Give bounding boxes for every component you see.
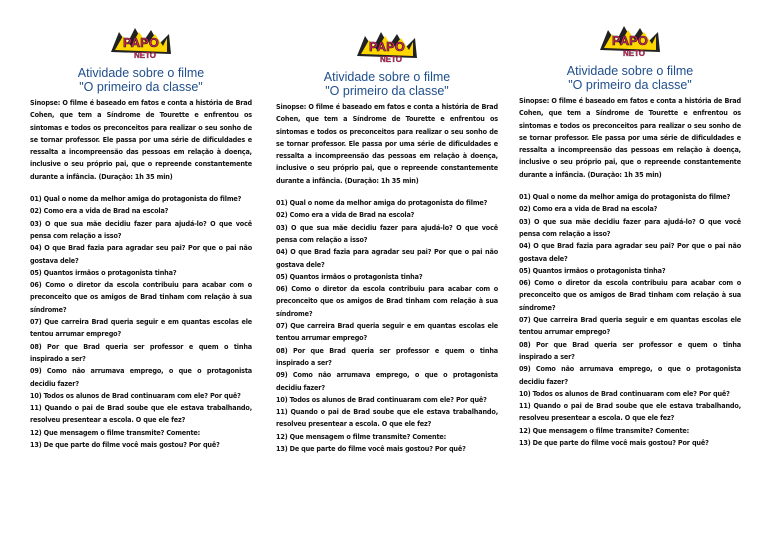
question-list [30,193,252,451]
question-item: 03) O que sua mãe decidiu fazer para ajudá-lo? O que você pensa com relação a isso? [276,222,498,244]
question-item: 10) Todos os alunos de Brad continuaram com ele? Por quê? [519,388,730,398]
svg-text:NETO: NETO [133,51,157,60]
papo-neto-logo-graphic [594,20,666,62]
movie-title: "O primeiro da classe" [568,78,692,92]
svg-text:PAPO: PAPO [612,33,648,48]
question-item: 05) Quantos irmãos o protagonista tinha? [276,271,423,281]
question-item: 01) Qual o nome da melhor amiga do protagonista do filme? [276,198,488,208]
question-item: 04) O que Brad fazia para agradar seu pai? Por que o pai não gostava dele? [30,243,252,265]
synopsis-text: O filme é baseado em fatos e conta a história de Brad Cohen, que tem a Síndrome de Tourette e enfrentou os sintomas e todos os preconceitos para realizar o seu sonho de se tornar professor. Ele passa por uma série de dificuldades e ressalta a incompreensão das pessoas em relação à doença, inclusive o seu próprio pai, que o repreende constantemente durante a infância. (Duração: 1h 35 min) [30,98,252,181]
question-item: 08) Por que Brad queria ser professor e quem o tinha inspirado a ser? [519,339,741,361]
question-item: 06) Como o diretor da escola contribuiu para acabar com o preconceito que os amigos de Brad tinham com relação à sua síndrome? [276,284,498,318]
svg-text:NETO: NETO [379,55,403,64]
question-item: 13) De que parte do filme você mais gostou? Por quê? [276,444,466,454]
question-item: 09) Como não arrumava emprego, o que o protagonista decidiu fazer? [276,370,498,392]
question-item: 01) Qual o nome da melhor amiga do protagonista do filme? [30,194,242,204]
activity-title: Atividade sobre o filme [323,70,451,84]
question-item: 01) Qual o nome da melhor amiga do protagonista do filme? [519,192,731,202]
question-item: 12) Que mensagem o filme transmite? Comente: [519,425,690,435]
question-item: 08) Por que Brad queria ser professor e quem o tinha inspirado a ser? [30,341,252,363]
synopsis-label: Sinopse: [519,96,550,105]
papo-neto-logo-graphic [351,26,423,68]
svg-text:PAPO: PAPO [369,39,405,54]
synopsis [30,97,252,183]
question-item: 12) Que mensagem o filme transmite? Comente: [30,427,201,437]
question-item: 03) O que sua mãe decidiu fazer para ajudá-lo? O que você pensa com relação a isso? [30,218,252,240]
svg-text:NETO: NETO [622,49,646,58]
question-item: 09) Como não arrumava emprego, o que o protagonista decidiu fazer? [519,364,741,386]
activity-sheet-3 [519,20,741,449]
question-item: 11) Quando o pai de Brad soube que ele estava trabalhando, resolveu presentear a escola. O que ele fez? [519,401,741,423]
question-item: 12) Que mensagem o filme transmite? Comente: [276,431,447,441]
question-item: 06) Como o diretor da escola contribuiu para acabar com o preconceito que os amigos de Brad tinham com relação à sua síndrome? [519,278,741,312]
question-item: 03) O que sua mãe decidiu fazer para ajudá-lo? O que você pensa com relação a isso? [519,216,741,238]
question-item: 10) Todos os alunos de Brad continuaram com ele? Por quê? [276,394,487,404]
question-item: 05) Quantos irmãos o protagonista tinha? [30,267,177,277]
question-item: 06) Como o diretor da escola contribuiu para acabar com o preconceito que os amigos de Brad tinham com relação à sua síndrome? [30,280,252,314]
movie-title: "O primeiro da classe" [325,84,449,98]
question-item: 07) Que carreira Brad queria seguir e em quantas escolas ele tentou arrumar emprego? [30,317,252,339]
svg-text:PAPO: PAPO [123,35,159,50]
question-item: 02) Como era a vida de Brad na escola? [30,206,169,216]
question-list [276,197,498,455]
question-item: 13) De que parte do filme você mais gostou? Por quê? [30,440,220,450]
papo-neto-logo [594,20,666,62]
question-item: 10) Todos os alunos de Brad continuaram com ele? Por quê? [30,390,241,400]
synopsis-label: Sinopse: [30,98,61,107]
question-item: 11) Quando o pai de Brad soube que ele estava trabalhando, resolveu presentear a escola. O que ele fez? [276,407,498,429]
activity-title: Atividade sobre o filme [566,64,694,78]
question-item: 09) Como não arrumava emprego, o que o protagonista decidiu fazer? [30,366,252,388]
question-list [519,191,741,449]
question-item: 02) Como era a vida de Brad na escola? [519,204,658,214]
synopsis-label: Sinopse: [276,102,307,111]
papo-neto-logo [105,22,177,64]
papo-neto-logo-graphic [105,22,177,64]
papo-neto-logo [351,26,423,68]
synopsis-text: O filme é baseado em fatos e conta a história de Brad Cohen, que tem a Síndrome de Tourette e enfrentou os sintomas e todos os preconceitos para realizar o seu sonho de se tornar professor. Ele passa por uma série de dificuldades e ressalta a incompreensão das pessoas em relação à doença, inclusive o seu próprio pai, que o repreende constantemente durante a infância. (Duração: 1h 35 min) [519,96,741,179]
question-item: 13) De que parte do filme você mais gostou? Por quê? [519,438,709,448]
activity-title: Atividade sobre o filme [77,66,205,80]
activity-sheet-2 [276,26,498,455]
synopsis-text: O filme é baseado em fatos e conta a história de Brad Cohen, que tem a Síndrome de Tourette e enfrentou os sintomas e todos os preconceitos para realizar o seu sonho de se tornar professor. Ele passa por uma série de dificuldades e ressalta a incompreensão das pessoas em relação à doença, inclusive o seu próprio pai, que o repreende constantemente durante a infância. (Duração: 1h 35 min) [276,102,498,185]
movie-title: "O primeiro da classe" [79,80,203,94]
question-item: 08) Por que Brad queria ser professor e quem o tinha inspirado a ser? [276,345,498,367]
question-item: 05) Quantos irmãos o protagonista tinha? [519,265,666,275]
question-item: 02) Como era a vida de Brad na escola? [276,210,415,220]
question-item: 11) Quando o pai de Brad soube que ele estava trabalhando, resolveu presentear a escola. O que ele fez? [30,403,252,425]
question-item: 04) O que Brad fazia para agradar seu pai? Por que o pai não gostava dele? [276,247,498,269]
synopsis [519,95,741,181]
question-item: 07) Que carreira Brad queria seguir e em quantas escolas ele tentou arrumar emprego? [276,321,498,343]
synopsis [276,101,498,187]
activity-sheet-1 [30,22,252,451]
question-item: 04) O que Brad fazia para agradar seu pai? Por que o pai não gostava dele? [519,241,741,263]
question-item: 07) Que carreira Brad queria seguir e em quantas escolas ele tentou arrumar emprego? [519,315,741,337]
